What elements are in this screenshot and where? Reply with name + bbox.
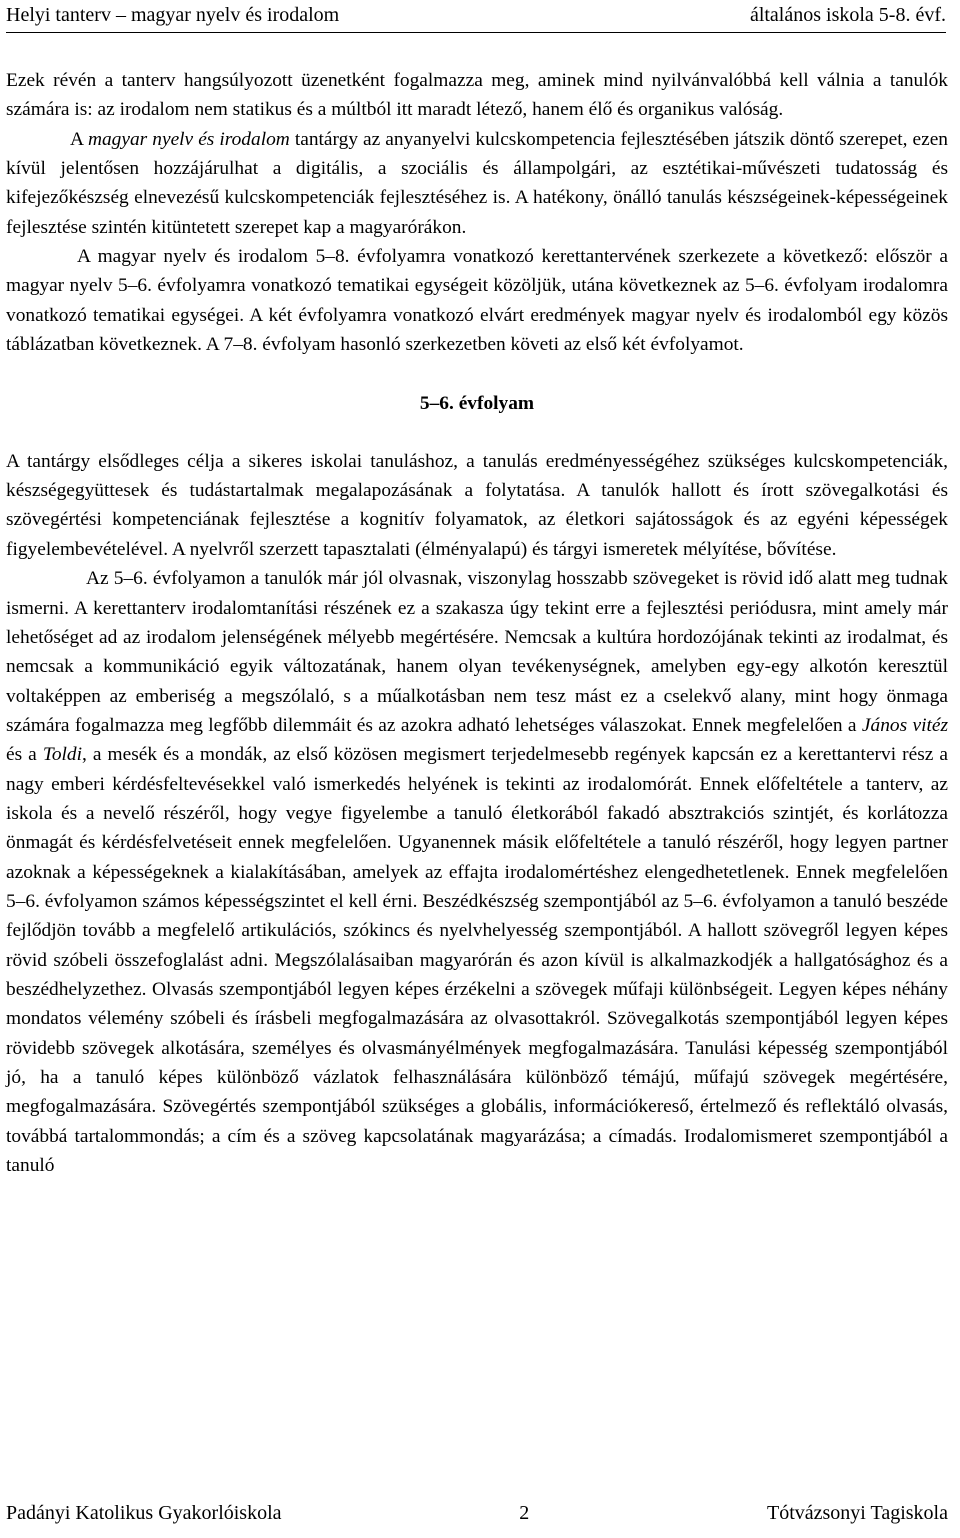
header-grade: általános iskola 5-8. évf. <box>749 4 946 26</box>
header-title: Helyi tanterv – magyar nyelv és irodalom <box>6 4 340 26</box>
section-p2-c: , a mesék és a mondák, az első közösen megismert terjedelmesebb regények kapcsán ez a kerettantervi rész a nagy emberi kérdésfeltevésekkel való ismerkedés helyének is tekinti az irodalomórát. Ennek előfeltétele a tanterv, az iskola és a nevelő részéről, hogy vegye figyelembe a tanuló életkorából fakadó absztrakciós szintjét, és korlátozza önmagát és kérdésfelvetéseit ennek megfelelően. Ugyanennek másik előfeltétele a tanuló részéről, hogy legyen partner azoknak a képességeknek a kialakításában, amelyek az effajta irodalomértéshez elengedhetetlenek. Ennek megfelelően 5–6. évfolyamon számos képességszintet el kell érni. Beszédkészség szempontjából az 5–6. évfolyamon a tanuló beszéde fejlődjön tovább a megfelelő artikulációs, szókincs és nyelvhelyesség szempontjából. A hallott szövegről legyen képes rövid szóbeli összefoglalást adni. Megszólalásaiban magyarórán és azon kívül is alkalmazkodjék a hallgatósághoz és a beszédhelyzethez. Olvasás szempontjából legyen képes érzékelni a szövegek műfaji különbségeit. Legyen képes néhány mondatos vélemény szóbeli és írásbeli megfogalmazására az olvasottakról. Szövegalkotás szempontjából legyen képes rövidebb szövegek alkotására, személyes és olvasmányélmények megfogalmazására. Tanulási képesség szempontjából jó, ha a tanuló képes különböző vázlatok felhasználására különböző témájú, műfajú szövegek megértésére, megfogalmazására. Szövegértés szempontjából szükséges a globális, információkereső, értelmező és reflektáló olvasás, továbbá tartalommondás; a cím és a szöveg kapcsolatának magyarázása; a címadás. Irodalomismeret szempontjából a tanuló <box>6 744 948 1177</box>
intro-paragraph-2 <box>6 125 948 242</box>
page-number: 2 <box>519 1502 530 1524</box>
work-title-toldi: Toldi <box>42 744 82 766</box>
page-header <box>6 4 946 33</box>
footer-school: Padányi Katolikus Gyakorlóiskola <box>6 1502 282 1524</box>
intro-p2-subject: magyar nyelv és irodalom <box>87 128 290 150</box>
footer-branch: Tótvázsonyi Tagiskola <box>767 1502 948 1524</box>
intro-paragraph-3: A magyar nyelv és irodalom 5–8. évfolyamra vonatkozó kerettantervének szerkezete a következő: először a magyar nyelv 5–6. évfolyamra vonatkozó tematikai egységeit közöljük, utána következnek az 5–6. évfolyam irodalomra vonatkozó tematikai egységei. A két évfolyamra vonatkozó elvárt eredmények magyar nyelv és irodalomból egy közös táblázatban következnek. A 7–8. évfolyam hasonló szerkezetben követi az első két évfolyamot. <box>6 246 948 356</box>
section-title: 5–6. évfolyam <box>419 393 535 415</box>
section-p2-b: és a <box>6 744 43 766</box>
work-title-janos-vitez: János vitéz <box>861 714 949 736</box>
document-body <box>6 66 948 1180</box>
page-footer <box>6 1500 948 1526</box>
intro-p2-post: tantárgy az anyanyelvi kulcskompetencia fejlesztésében játszik döntő szerepet, ezen kívül jelentősen hozzájárulhat a digitális, a szociális és állampolgári, az esztétikai-művészeti tudatosság és kifejezőkészség elnevezésű kulcskompetenciák fejlesztéséhez is. A hatékony, önálló tanulás készségeinek-képességeinek fejlesztése szintén kitüntetett szerepet kap a magyarórákon. <box>6 128 949 238</box>
intro-paragraph-1: Ezek révén a tanterv hangsúlyozott üzenetként fogalmazza meg, aminek mind nyilvánvalóbbá kell válnia a tanulók számára is: az irodalom nem statikus és a múltból itt maradt létező, hanem élő és organikus valóság. <box>6 70 948 121</box>
section-paragraph-2 <box>6 564 948 1180</box>
section-paragraph-1: A tantárgy elsődleges célja a sikeres iskolai tanuláshoz, a tanulás eredményességéhez szükséges kulcskompetenciák, készségegyüttesek és tudástartalmak megalapozásának a folytatása. A tanulók hallott és írott szövegalkotási és szövegértési kompetenciának fejlesztése a kognitív folyamatok, az életkori sajátosságok és az egyéni képességek figyelembevételével. A nyelvről szerzett tapasztalati (élményalapú) és tárgyi ismeretek mélyítése, bővítése. <box>6 450 948 560</box>
section-p2-a: Az 5–6. évfolyamon a tanulók már jól olvasnak, viszonylag hosszabb szövegeket is rövid idő alatt meg tudnak ismerni. A kerettanterv irodalomtanítási részének ez a szakasza úgy tekint erre a fejlesztési periódusra, mint amely már lehetőséget ad az irodalom jelenségének mélyebb megértésére. Nemcsak a kultúra hordozójának tekinti az irodalmat, és nemcsak a kommunikáció egyik változatának, hanem olyan tevékenységnek, amelyben egy-egy alkotón keresztül voltaképpen az emberiség a megszólaló, s a műalkotásban nem tesz mást ez a cselekvő alany, mint hogy önmaga számára fogalmazza meg legfőbb dilemmáit és az azokra adható lehetséges válaszokat. Ennek megfelelően a <box>6 568 948 736</box>
intro-p2-pre: A <box>70 128 88 150</box>
